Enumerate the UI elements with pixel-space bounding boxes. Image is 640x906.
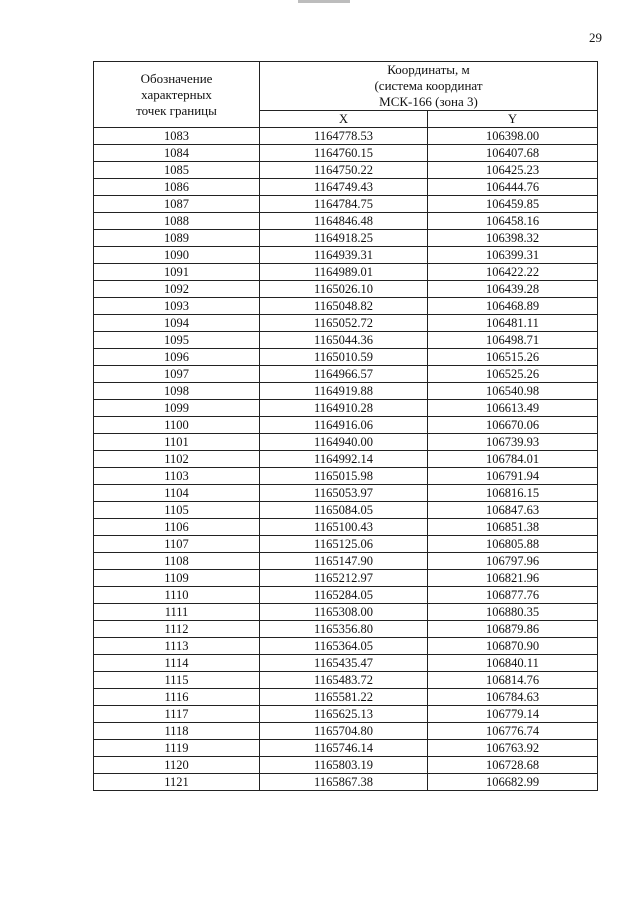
x-coordinate-cell: 1164846.48	[260, 213, 428, 230]
x-coordinate-cell: 1165015.98	[260, 468, 428, 485]
point-number-cell: 1093	[94, 298, 260, 315]
table-row	[94, 570, 598, 587]
table-row	[94, 774, 598, 791]
table-row	[94, 485, 598, 502]
table-header	[94, 62, 598, 128]
y-coordinate-cell: 106797.96	[428, 553, 598, 570]
x-coordinate-cell: 1164918.25	[260, 230, 428, 247]
x-coordinate-cell: 1165147.90	[260, 553, 428, 570]
x-coordinate-cell: 1165044.36	[260, 332, 428, 349]
coordinates-header-line: (система координат	[374, 78, 483, 93]
table-row	[94, 553, 598, 570]
y-coordinate-cell: 106525.26	[428, 366, 598, 383]
table-row	[94, 213, 598, 230]
y-coordinate-cell: 106399.31	[428, 247, 598, 264]
y-coordinate-cell: 106439.28	[428, 281, 598, 298]
y-coordinate-cell: 106468.89	[428, 298, 598, 315]
coordinates-header-line: МСК-166 (зона 3)	[379, 94, 478, 109]
x-coordinate-cell: 1165803.19	[260, 757, 428, 774]
coordinates-table	[93, 61, 598, 791]
y-coordinate-cell: 106877.76	[428, 587, 598, 604]
table-row	[94, 128, 598, 145]
x-coordinate-cell: 1165284.05	[260, 587, 428, 604]
point-number-cell: 1088	[94, 213, 260, 230]
y-coordinate-cell: 106870.90	[428, 638, 598, 655]
table-row	[94, 434, 598, 451]
point-number-cell: 1100	[94, 417, 260, 434]
x-coordinate-cell: 1165364.05	[260, 638, 428, 655]
y-coordinate-cell: 106498.71	[428, 332, 598, 349]
x-coordinate-cell: 1164919.88	[260, 383, 428, 400]
point-number-cell: 1119	[94, 740, 260, 757]
point-number-cell: 1103	[94, 468, 260, 485]
point-number-cell: 1096	[94, 349, 260, 366]
coordinates-header	[260, 62, 598, 111]
x-coordinate-cell: 1164939.31	[260, 247, 428, 264]
table-row	[94, 417, 598, 434]
x-coordinate-cell: 1165746.14	[260, 740, 428, 757]
y-coordinate-cell: 106851.38	[428, 519, 598, 536]
table-row	[94, 621, 598, 638]
point-number-cell: 1108	[94, 553, 260, 570]
x-coordinate-cell: 1164940.00	[260, 434, 428, 451]
table-row	[94, 230, 598, 247]
table-row	[94, 349, 598, 366]
x-coordinate-cell: 1164760.15	[260, 145, 428, 162]
x-coordinate-cell: 1164989.01	[260, 264, 428, 281]
x-coordinate-cell: 1165625.13	[260, 706, 428, 723]
y-coordinate-cell: 106814.76	[428, 672, 598, 689]
point-number-cell: 1098	[94, 383, 260, 400]
y-coordinate-cell: 106805.88	[428, 536, 598, 553]
y-coordinate-cell: 106776.74	[428, 723, 598, 740]
y-coordinate-cell: 106821.96	[428, 570, 598, 587]
x-coordinate-cell: 1165212.97	[260, 570, 428, 587]
table-row	[94, 298, 598, 315]
y-coordinate-cell: 106728.68	[428, 757, 598, 774]
table-row	[94, 740, 598, 757]
table-row	[94, 145, 598, 162]
point-number-cell: 1089	[94, 230, 260, 247]
table-row	[94, 757, 598, 774]
x-coordinate-cell: 1164778.53	[260, 128, 428, 145]
x-coordinate-cell: 1165052.72	[260, 315, 428, 332]
point-number-cell: 1087	[94, 196, 260, 213]
point-number-cell: 1083	[94, 128, 260, 145]
scan-artifact	[298, 0, 350, 3]
point-number-cell: 1106	[94, 519, 260, 536]
y-coordinate-cell: 106847.63	[428, 502, 598, 519]
table-row	[94, 400, 598, 417]
x-coordinate-cell: 1165125.06	[260, 536, 428, 553]
y-coordinate-cell: 106670.06	[428, 417, 598, 434]
table-row	[94, 536, 598, 553]
point-number-cell: 1115	[94, 672, 260, 689]
x-coordinate-cell: 1165026.10	[260, 281, 428, 298]
table-row	[94, 723, 598, 740]
table-row	[94, 264, 598, 281]
y-coordinate-cell: 106459.85	[428, 196, 598, 213]
point-number-cell: 1101	[94, 434, 260, 451]
y-coordinate-cell: 106398.00	[428, 128, 598, 145]
x-coordinate-cell: 1164750.22	[260, 162, 428, 179]
point-number-cell: 1114	[94, 655, 260, 672]
table-body	[94, 128, 598, 791]
y-coordinate-cell: 106613.49	[428, 400, 598, 417]
table-row	[94, 502, 598, 519]
y-coordinate-cell: 106840.11	[428, 655, 598, 672]
table-row	[94, 281, 598, 298]
table-row	[94, 332, 598, 349]
y-coordinate-cell: 106739.93	[428, 434, 598, 451]
x-coordinate-cell: 1164992.14	[260, 451, 428, 468]
x-coordinate-cell: 1165100.43	[260, 519, 428, 536]
x-coordinate-cell: 1165867.38	[260, 774, 428, 791]
designation-header	[94, 62, 260, 128]
point-number-cell: 1095	[94, 332, 260, 349]
y-coordinate-cell: 106784.01	[428, 451, 598, 468]
y-coordinate-cell: 106398.32	[428, 230, 598, 247]
table-row	[94, 315, 598, 332]
x-coordinate-cell: 1164910.28	[260, 400, 428, 417]
table-row	[94, 196, 598, 213]
point-number-cell: 1116	[94, 689, 260, 706]
designation-header-line: точек границы	[136, 102, 217, 118]
y-coordinate-cell: 106880.35	[428, 604, 598, 621]
table-row	[94, 706, 598, 723]
point-number-cell: 1094	[94, 315, 260, 332]
y-column-header: Y	[428, 111, 598, 128]
x-column-header: X	[260, 111, 428, 128]
table-row	[94, 587, 598, 604]
point-number-cell: 1091	[94, 264, 260, 281]
coordinates-header-line: Координаты, м	[387, 62, 470, 77]
y-coordinate-cell: 106444.76	[428, 179, 598, 196]
x-coordinate-cell: 1165048.82	[260, 298, 428, 315]
table-row	[94, 179, 598, 196]
table-row	[94, 451, 598, 468]
x-coordinate-cell: 1164749.43	[260, 179, 428, 196]
y-coordinate-cell: 106458.16	[428, 213, 598, 230]
designation-header-line: характерных	[141, 86, 212, 102]
point-number-cell: 1118	[94, 723, 260, 740]
point-number-cell: 1109	[94, 570, 260, 587]
point-number-cell: 1085	[94, 162, 260, 179]
table-row	[94, 247, 598, 264]
y-coordinate-cell: 106779.14	[428, 706, 598, 723]
table-row	[94, 162, 598, 179]
y-coordinate-cell: 106540.98	[428, 383, 598, 400]
point-number-cell: 1117	[94, 706, 260, 723]
x-coordinate-cell: 1165010.59	[260, 349, 428, 366]
y-coordinate-cell: 106791.94	[428, 468, 598, 485]
point-number-cell: 1113	[94, 638, 260, 655]
table-row	[94, 366, 598, 383]
point-number-cell: 1104	[94, 485, 260, 502]
point-number-cell: 1092	[94, 281, 260, 298]
designation-header-line: Обозначение	[140, 70, 213, 86]
point-number-cell: 1107	[94, 536, 260, 553]
x-coordinate-cell: 1165704.80	[260, 723, 428, 740]
x-coordinate-cell: 1164916.06	[260, 417, 428, 434]
point-number-cell: 1110	[94, 587, 260, 604]
table-row	[94, 638, 598, 655]
y-coordinate-cell: 106481.11	[428, 315, 598, 332]
x-coordinate-cell: 1165435.47	[260, 655, 428, 672]
y-coordinate-cell: 106816.15	[428, 485, 598, 502]
y-coordinate-cell: 106515.26	[428, 349, 598, 366]
table-row	[94, 655, 598, 672]
point-number-cell: 1112	[94, 621, 260, 638]
y-coordinate-cell: 106682.99	[428, 774, 598, 791]
point-number-cell: 1102	[94, 451, 260, 468]
y-coordinate-cell: 106784.63	[428, 689, 598, 706]
table-row	[94, 689, 598, 706]
point-number-cell: 1090	[94, 247, 260, 264]
table-row	[94, 468, 598, 485]
x-coordinate-cell: 1165084.05	[260, 502, 428, 519]
y-coordinate-cell: 106407.68	[428, 145, 598, 162]
table-row	[94, 604, 598, 621]
point-number-cell: 1120	[94, 757, 260, 774]
point-number-cell: 1097	[94, 366, 260, 383]
page-number: 29	[589, 30, 602, 45]
y-coordinate-cell: 106425.23	[428, 162, 598, 179]
y-coordinate-cell: 106879.86	[428, 621, 598, 638]
point-number-cell: 1105	[94, 502, 260, 519]
x-coordinate-cell: 1165483.72	[260, 672, 428, 689]
point-number-cell: 1111	[94, 604, 260, 621]
x-coordinate-cell: 1165308.00	[260, 604, 428, 621]
x-coordinate-cell: 1165356.80	[260, 621, 428, 638]
point-number-cell: 1086	[94, 179, 260, 196]
x-coordinate-cell: 1164784.75	[260, 196, 428, 213]
table-row	[94, 672, 598, 689]
point-number-cell: 1084	[94, 145, 260, 162]
table-row	[94, 519, 598, 536]
x-coordinate-cell: 1165053.97	[260, 485, 428, 502]
x-coordinate-cell: 1165581.22	[260, 689, 428, 706]
y-coordinate-cell: 106763.92	[428, 740, 598, 757]
point-number-cell: 1099	[94, 400, 260, 417]
x-coordinate-cell: 1164966.57	[260, 366, 428, 383]
point-number-cell: 1121	[94, 774, 260, 791]
table-row	[94, 383, 598, 400]
y-coordinate-cell: 106422.22	[428, 264, 598, 281]
